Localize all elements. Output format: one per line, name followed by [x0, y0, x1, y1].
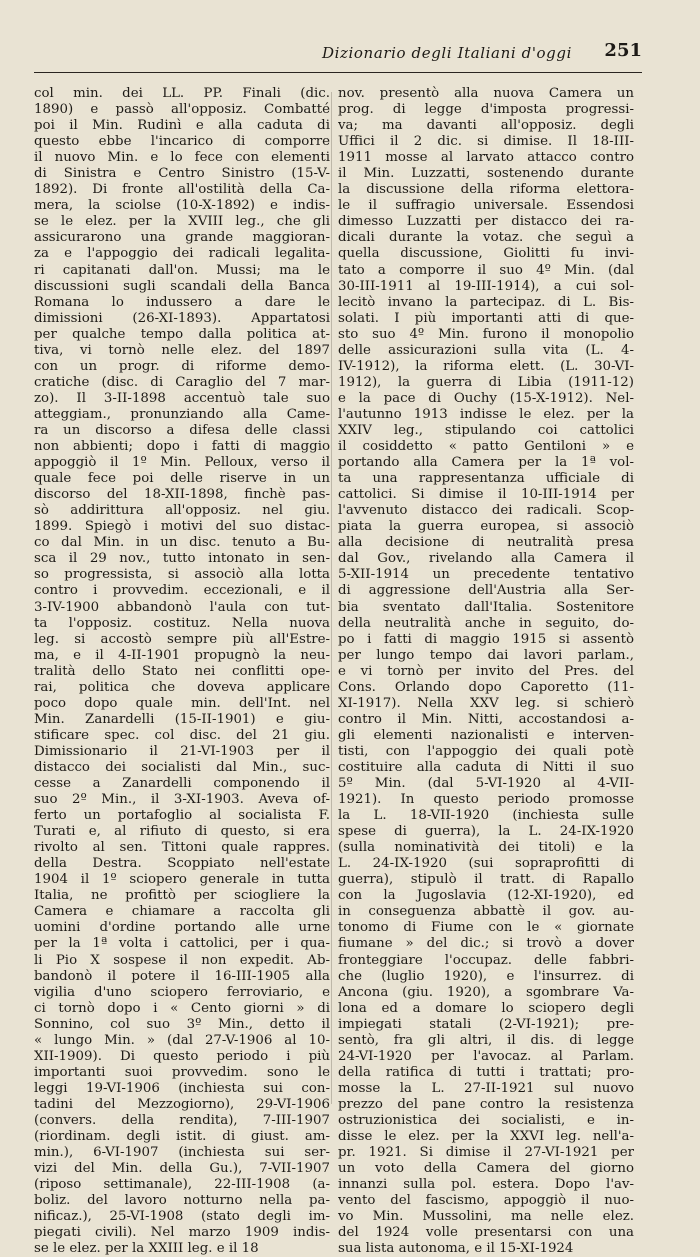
right-text-column: [338, 86, 634, 1257]
running-title: Dizionario degli Italiani d'oggi: [322, 44, 572, 62]
text-line: po i fatti di maggio 1915 si assentò: [338, 631, 634, 647]
text-line: leggi 19-VI-1906 (inchiesta sui con-: [34, 1080, 330, 1096]
text-line: atteggiam., pronunziando alla Came-: [34, 406, 330, 422]
text-line: cesse a Zanardelli componendo il: [34, 776, 330, 792]
text-line: e la pace di Ouchy (15-X-1912). Nel-: [338, 390, 634, 406]
text-line: 1912), la guerra di Libia (1911-12): [338, 374, 634, 390]
text-line: quale fece poi delle riserve in un: [34, 471, 330, 487]
text-line: 1904 il 1º sciopero generale in tutta: [34, 872, 330, 888]
text-line: di Sinistra e Centro Sinistro (15-V-: [34, 166, 330, 182]
text-line: tato a comporre il suo 4º Min. (dal: [338, 262, 634, 278]
text-line: L. 24-IX-1920 (sui sopraprofitti di: [338, 856, 634, 872]
text-line: sò addirittura all'opposiz. nel giu.: [34, 503, 330, 519]
text-line: tralità dello Stato nei conflitti ope-: [34, 663, 330, 679]
text-line: per qualche tempo dalla politica at-: [34, 326, 330, 342]
column-divider: [331, 92, 332, 1104]
text-line: discussioni sugli scandali della Banca: [34, 278, 330, 294]
text-line: 5-XII-1914 un precedente tentativo: [338, 567, 634, 583]
text-line: il cosiddetto « patto Gentiloni » e: [338, 439, 634, 455]
text-line: min.), 6-VI-1907 (inchiesta sui ser-: [34, 1145, 330, 1161]
text-line: ra un discorso a difesa delle classi: [34, 422, 330, 438]
text-line: ta una rappresentanza ufficiale di: [338, 471, 634, 487]
text-line: 24-VI-1920 per l'avocaz. al Parlam.: [338, 1048, 634, 1064]
text-line: (convers. della rendita), 7-III-1907: [34, 1113, 330, 1128]
text-line: dimesso Luzzatti per distacco dei ra-: [338, 214, 634, 230]
text-line: l'avvenuto distacco dei radicali. Scop-: [338, 503, 634, 519]
text-line: suo 2º Min., il 3-XI-1903. Aveva of-: [34, 792, 330, 808]
text-line: cratiche (disc. di Caraglio del 7 mar-: [34, 374, 330, 390]
text-line: piegati civili). Nel marzo 1909 indis-: [34, 1225, 330, 1241]
text-line: bia sventato dall'Italia. Sostenitore: [338, 599, 634, 615]
text-line: pr. 1921. Si dimise il 27-VI-1921 per: [338, 1145, 634, 1161]
text-line: uomini d'ordine portando alle urne: [34, 920, 330, 936]
text-line: mera, la sciolse (10-X-1892) e indis-: [34, 198, 330, 214]
text-line: za e l'appoggio dei radicali legalita-: [34, 246, 330, 262]
text-line: Italia, ne profittò per sciogliere la: [34, 888, 330, 904]
text-line: « lungo Min. » (dal 27-V-1906 al 10-: [34, 1032, 330, 1048]
text-line: per lungo tempo dai lavori parlam.,: [338, 647, 634, 663]
text-line: tonomo di Fiume con le « giornate: [338, 920, 634, 936]
text-line: questo ebbe l'incarico di comporre: [34, 134, 330, 150]
text-line: appoggiò il 1º Min. Pelloux, verso il: [34, 455, 330, 471]
text-line: vento del fascismo, appoggiò il nuo-: [338, 1193, 634, 1209]
text-line: cattolici. Si dimise il 10-III-1914 per: [338, 487, 634, 503]
text-line: disse le elez. per la XXVI leg. nell'a-: [338, 1129, 634, 1145]
text-line: 30-III-1911 al 19-III-1914), a cui sol-: [338, 278, 634, 294]
text-line: 1921). In questo periodo promosse: [338, 792, 634, 808]
text-line: tisti, con l'appoggio dei quali potè: [338, 743, 634, 759]
text-line: con un progr. di riforme demo-: [34, 358, 330, 374]
text-line: lecitò invano la partecipaz. di L. Bis-: [338, 294, 634, 310]
text-line: della ratifica di tutti i trattati; pro-: [338, 1064, 634, 1080]
text-line: 5º Min. (dal 5-VI-1920 al 4-VII-: [338, 776, 634, 792]
text-line: ci tornò dopo i « Cento giorni » di: [34, 1000, 330, 1016]
text-line: se le elez. per la XVIII leg., che gli: [34, 214, 330, 230]
text-line: la discussione della riforma elettora-: [338, 182, 634, 198]
text-line: poco dopo quale min. dell'Int. nel: [34, 695, 330, 711]
text-line: piata la guerra europea, si associò: [338, 519, 634, 535]
text-line: il nuovo Min. e lo fece con elementi: [34, 150, 330, 166]
text-line: stificare spec. col disc. del 21 giu.: [34, 727, 330, 743]
text-line: XI-1917). Nella XXV leg. si schierò: [338, 695, 634, 711]
text-line: Ancona (giu. 1920), a sgombrare Va-: [338, 984, 634, 1000]
text-line: bandonò il potere il 16-III-1905 alla: [34, 968, 330, 984]
text-line: vizi del Min. della Gu.), 7-VII-1907: [34, 1161, 330, 1177]
text-line: tiva, vi tornò nelle elez. del 1897: [34, 342, 330, 358]
text-line: distacco dei socialisti dal Min., suc-: [34, 759, 330, 775]
text-line: Turati e, al rifiuto di questo, si era: [34, 824, 330, 840]
text-line: nov. presentò alla nuova Camera un: [338, 86, 634, 101]
text-line: il Min. Luzzatti, sostenendo durante: [338, 166, 634, 182]
text-line: XXIV leg., stipulando coi cattolici: [338, 422, 634, 438]
text-line: le il suffragio universale. Essendosi: [338, 198, 634, 214]
text-line: se le elez. per la XXIII leg. e il 18: [34, 1241, 259, 1257]
text-line: non abbienti; dopo i fatti di maggio: [34, 439, 330, 455]
text-line: prezzo del pane contro la resistenza: [338, 1096, 634, 1112]
text-line: ma, e il 4-II-1901 propugnò la neu-: [34, 647, 330, 663]
text-line: contro il Min. Nitti, accostandosi a-: [338, 711, 634, 727]
text-line: XII-1909). Di questo periodo i più: [34, 1048, 330, 1064]
text-line: di aggressione dell'Austria alla Ser-: [338, 583, 634, 599]
text-line: contro i provvedim. eccezionali, e il: [34, 583, 330, 599]
text-line: mosse la L. 27-II-1921 sul nuovo: [338, 1080, 634, 1096]
text-line: prog. di legge d'imposta progressi-: [338, 102, 634, 118]
text-line: 1892). Di fronte all'ostilità della Ca-: [34, 182, 330, 198]
text-line: che (luglio 1920), e l'insurrez. di: [338, 968, 634, 984]
text-line: 1911 mosse al larvato attacco contro: [338, 150, 634, 166]
text-line: innanzi sulla pol. estera. Dopo l'av-: [338, 1177, 634, 1193]
text-line: IV-1912), la riforma elett. (L. 30-VI-: [338, 358, 634, 374]
text-line: va; ma davanti all'opposiz. degli: [338, 118, 634, 134]
text-line: ferto un portafoglio al socialista F.: [34, 808, 330, 824]
text-line: sto suo 4º Min. furono il monopolio: [338, 326, 634, 342]
text-line: vo Min. Mussolini, ma nelle elez.: [338, 1209, 634, 1225]
text-line: (riposo settimanale), 22-III-1908 (a-: [34, 1177, 330, 1193]
text-line: ostruzionistica dei socialisti, e in-: [338, 1113, 634, 1128]
text-line: gli elementi nazionalisti e interven-: [338, 727, 634, 743]
text-line: l'autunno 1913 indisse le elez. per la: [338, 406, 634, 422]
text-line: Sonnino, col suo 3º Min., detto il: [34, 1016, 330, 1032]
text-line: (sulla nominatività dei titoli) e la: [338, 840, 634, 856]
text-line: per la 1ª volta i cattolici, per i qua-: [34, 936, 330, 952]
text-line: discorso del 18-XII-1898, finchè pas-: [34, 487, 330, 503]
text-line: dicali durante la votaz. che seguì a: [338, 230, 634, 246]
text-line: rai, politica che doveva applicare: [34, 679, 330, 695]
text-line: delle assicurazioni sulla vita (L. 4-: [338, 342, 634, 358]
text-line: sca il 29 nov., tutto intonato in sen-: [34, 551, 330, 567]
text-line: impiegati statali (2-VI-1921); pre-: [338, 1016, 634, 1032]
page-header: [34, 40, 642, 73]
text-line: Min. Zanardelli (15-II-1901) e giu-: [34, 711, 330, 727]
text-line: alla decisione di neutralità presa: [338, 535, 634, 551]
text-line: della neutralità anche in seguito, do-: [338, 615, 634, 631]
text-line: lona ed a domare lo sciopero degli: [338, 1000, 634, 1016]
text-line: nificaz.), 25-VI-1908 (stato degli im-: [34, 1209, 330, 1225]
text-line: tadini del Mezzogiorno), 29-VI-1906: [34, 1096, 330, 1112]
text-line: e vi tornò per invito del Pres. del: [338, 663, 634, 679]
text-line: poi il Min. Rudinì e alla caduta di: [34, 118, 330, 134]
text-line: in conseguenza abbattè il gov. au-: [338, 904, 634, 920]
text-line: Dimissionario il 21-VI-1903 per il: [34, 743, 330, 759]
text-line: (riordinam. degli istit. di giust. am-: [34, 1129, 330, 1145]
text-line: ri capitanati dall'on. Mussi; ma le: [34, 262, 330, 278]
text-line: col min. dei LL. PP. Finali (dic.: [34, 86, 330, 101]
text-line: li Pio X sospese il non expedit. Ab-: [34, 952, 330, 968]
text-line: fronteggiare l'occupaz. delle fabbri-: [338, 952, 634, 968]
text-line: boliz. del lavoro notturno nella pa-: [34, 1193, 330, 1209]
text-line: solati. I più importanti atti di que-: [338, 310, 634, 326]
text-line: vigilia d'uno sciopero ferroviario, e: [34, 984, 330, 1000]
text-line: quella discussione, Giolitti fu invi-: [338, 246, 634, 262]
text-line: co dal Min. in un disc. tenuto a Bu-: [34, 535, 330, 551]
text-line: zo). Il 3-II-1898 accentuò tale suo: [34, 390, 330, 406]
text-line: Uffici il 2 dic. si dimise. Il 18-III-: [338, 134, 634, 150]
text-line: leg. si accostò sempre più all'Estre-: [34, 631, 330, 647]
text-line: con la Jugoslavia (12-XI-1920), ed: [338, 888, 634, 904]
text-line: Camera e chiamare a raccolta gli: [34, 904, 330, 920]
text-line: sentò, fra gli altri, il dis. di legge: [338, 1032, 634, 1048]
text-line: un voto della Camera del giorno: [338, 1161, 634, 1177]
page-number: 251: [604, 40, 642, 61]
text-line: la L. 18-VII-1920 (inchiesta sulle: [338, 808, 634, 824]
text-line: assicurarono una grande maggioran-: [34, 230, 330, 246]
text-line: ta l'opposiz. costituz. Nella nuova: [34, 615, 330, 631]
text-line: della Destra. Scoppiato nell'estate: [34, 856, 330, 872]
text-line: Romana lo indussero a dare le: [34, 294, 330, 310]
text-line: spese di guerra), la L. 24-IX-1920: [338, 824, 634, 840]
left-text-column: [34, 86, 330, 1257]
text-line: fiumane » del dic.; si trovò a dover: [338, 936, 634, 952]
text-line: importanti suoi provvedim. sono le: [34, 1064, 330, 1080]
text-line: rivolto al sen. Tittoni quale rappres.: [34, 840, 330, 856]
text-line: sua lista autonoma, e il 15-XI-1924: [338, 1241, 574, 1257]
text-line: costituire alla caduta di Nitti il suo: [338, 759, 634, 775]
text-line: 3-IV-1900 abbandonò l'aula con tut-: [34, 599, 330, 615]
text-line: guerra), stipulò il tratt. di Rapallo: [338, 872, 634, 888]
text-line: portando alla Camera per la 1ª vol-: [338, 455, 634, 471]
text-line: dal Gov., rivelando alla Camera il: [338, 551, 634, 567]
text-line: dimissioni (26-XI-1893). Appartatosi: [34, 310, 330, 326]
text-line: 1890) e passò all'opposiz. Combatté: [34, 102, 330, 118]
text-line: del 1924 volle presentarsi con una: [338, 1225, 634, 1241]
text-line: so progressista, si associò alla lotta: [34, 567, 330, 583]
text-line: 1899. Spiegò i motivi del suo distac-: [34, 519, 330, 535]
text-line: Cons. Orlando dopo Caporetto (11-: [338, 679, 634, 695]
